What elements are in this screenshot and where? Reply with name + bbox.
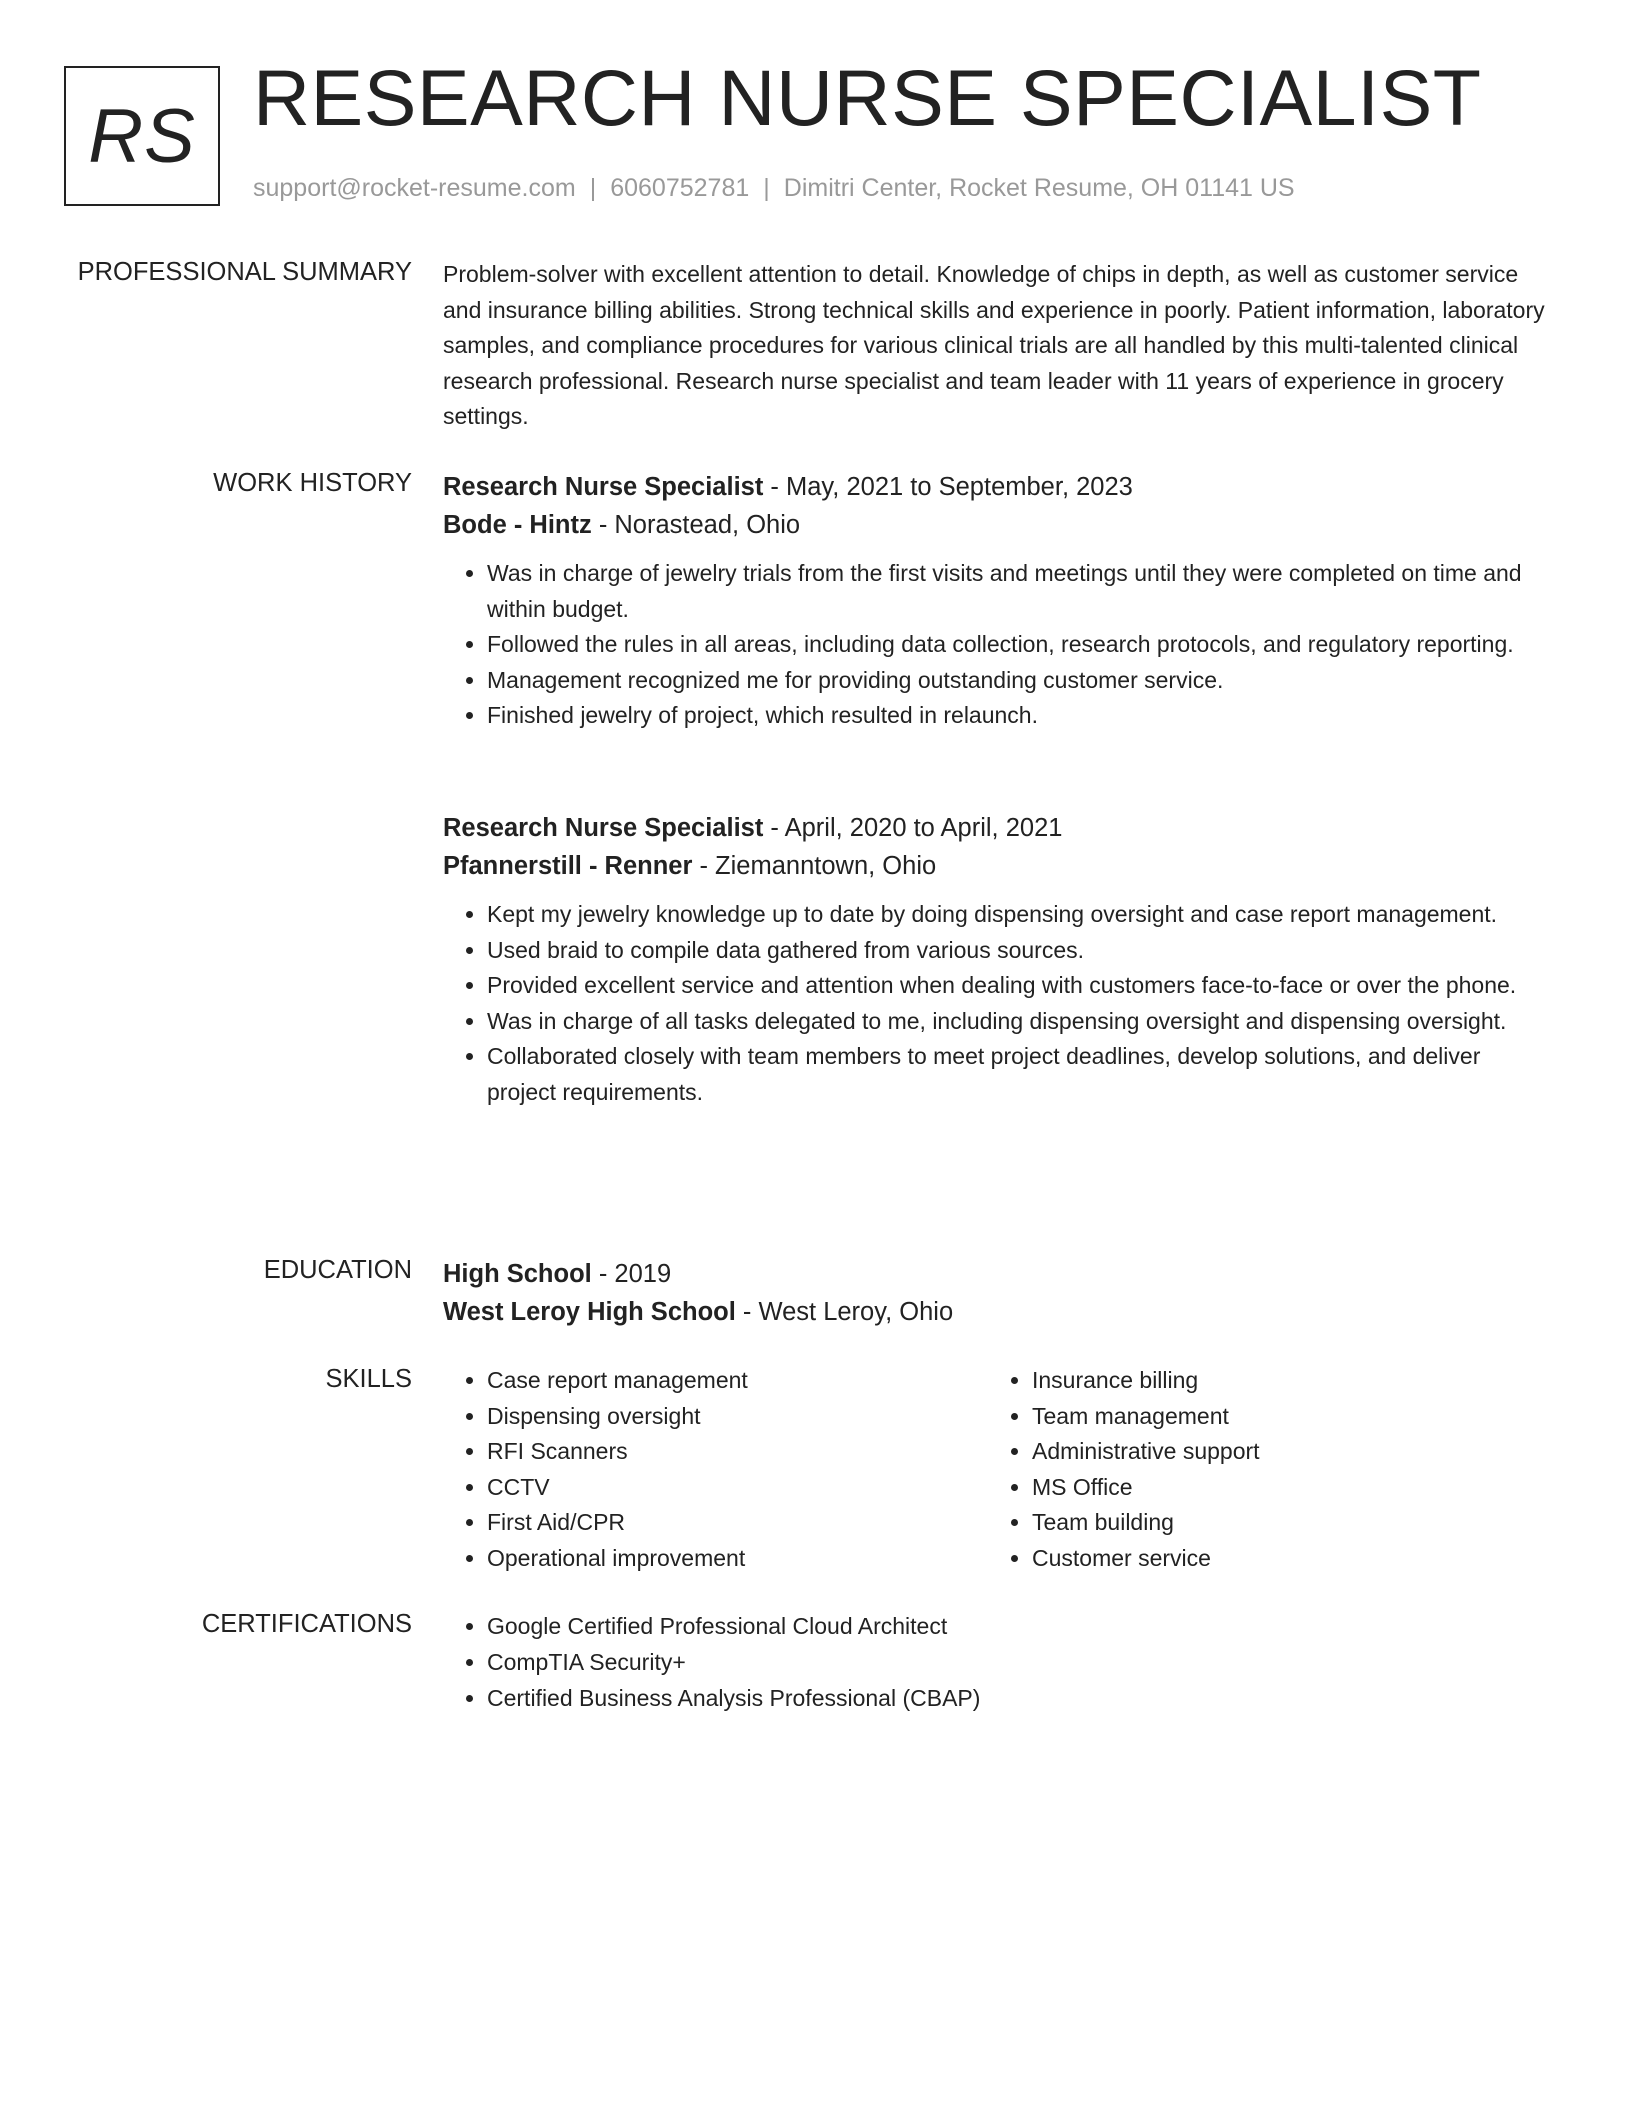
certification-item: • Google Certified Professional Cloud Architect: [487, 1608, 1555, 1644]
contact-phone[interactable]: 6060752781: [610, 174, 750, 202]
education-year: - 2019: [591, 1260, 672, 1288]
contact-separator: |: [763, 174, 770, 202]
list-item: • Used braid to compile data gathered from various sources.: [487, 933, 1555, 969]
job-entry: [443, 809, 1555, 1110]
job-company: Bode - Hintz: [443, 511, 592, 539]
skill-item: • Administrative support: [1032, 1434, 1533, 1470]
job-company: Pfannerstill - Renner: [443, 852, 693, 880]
skill-item: • Insurance billing: [1032, 1363, 1533, 1399]
certification-item: • CompTIA Security+: [487, 1644, 1555, 1680]
resume-title: RESEARCH NURSE SPECIALIST: [253, 53, 1482, 142]
education-school: West Leroy High School: [443, 1298, 736, 1326]
job-location: - Ziemanntown, Ohio: [692, 852, 937, 880]
job-dates: - April, 2020 to April, 2021: [763, 814, 1063, 842]
skill-item: • CCTV: [487, 1470, 988, 1506]
education-degree-line: [443, 1255, 1555, 1293]
list-item: • Kept my jewelry knowledge up to date by doing dispensing oversight and case report management.: [487, 897, 1555, 933]
skills-section: [443, 1363, 1555, 1576]
certification-item: • Certified Business Analysis Professional (CBAP): [487, 1680, 1555, 1716]
section-label-work-history: WORK HISTORY: [213, 469, 412, 497]
job-company-line: [443, 506, 1555, 544]
skill-item: • Operational improvement: [487, 1541, 988, 1577]
list-item: • Collaborated closely with team members to meet project deadlines, develop solutions, and deliver project requirements.: [487, 1039, 1555, 1110]
list-item: • Management recognized me for providing outstanding customer service.: [487, 663, 1555, 699]
skill-item: • Case report management: [487, 1363, 988, 1399]
skill-item: • Dispensing oversight: [487, 1399, 988, 1435]
contact-line: [253, 174, 1295, 203]
education-degree: High School: [443, 1260, 592, 1288]
section-label-education: EDUCATION: [263, 1256, 412, 1284]
education-section: [443, 1255, 1555, 1331]
contact-address: Dimitri Center, Rocket Resume, OH 01141 US: [783, 174, 1295, 202]
contact-email[interactable]: support@rocket-resume.com: [253, 174, 576, 202]
list-item: • Was in charge of jewelry trials from the first visits and meetings until they were completed on time and within budget.: [487, 556, 1555, 627]
section-label-certifications: CERTIFICATIONS: [201, 1610, 412, 1638]
certifications-section: [443, 1608, 1555, 1716]
skill-item: • MS Office: [1032, 1470, 1533, 1506]
job-title-line: [443, 468, 1555, 506]
education-location: - West Leroy, Ohio: [735, 1298, 954, 1326]
skill-item: • Team building: [1032, 1505, 1533, 1541]
list-item: • Was in charge of all tasks delegated to me, including dispensing oversight and dispensing oversight.: [487, 1004, 1555, 1040]
skills-column-right: [988, 1363, 1533, 1576]
job-bullets: [443, 556, 1555, 734]
job-title-line: [443, 809, 1555, 847]
job-dates: - May, 2021 to September, 2023: [763, 473, 1133, 501]
skill-item: • Team management: [1032, 1399, 1533, 1435]
contact-separator: |: [589, 174, 597, 202]
monogram-logo: RS: [64, 66, 220, 206]
job-entry: [443, 468, 1555, 734]
list-item: • Followed the rules in all areas, including data collection, research protocols, and regulatory reporting.: [487, 627, 1555, 663]
skill-item: • Customer service: [1032, 1541, 1533, 1577]
section-label-skills: SKILLS: [325, 1365, 412, 1393]
skills-column-left: [443, 1363, 988, 1576]
job-title: Research Nurse Specialist: [443, 814, 764, 842]
education-school-line: [443, 1293, 1555, 1331]
list-item: • Provided excellent service and attention when dealing with customers face-to-face or over the phone.: [487, 968, 1555, 1004]
skill-item: • First Aid/CPR: [487, 1505, 988, 1541]
list-item: • Finished jewelry of project, which resulted in relaunch.: [487, 698, 1555, 734]
job-company-line: [443, 847, 1555, 885]
summary-section: [443, 257, 1555, 435]
skill-item: • RFI Scanners: [487, 1434, 988, 1470]
job-bullets: [443, 897, 1555, 1110]
job-title: Research Nurse Specialist: [443, 473, 764, 501]
summary-text: Problem-solver with excellent attention to detail. Knowledge of chips in depth, as well as customer service and insurance billing abilities. Strong technical skills and experience in poorly. Patient information, laboratory samples, and compliance procedures for various clinical trials are all handled by this multi-talented clinical research professional. Research nurse specialist and team leader with 11 years of experience in grocery settings.: [443, 261, 1545, 429]
job-location: - Norastead, Ohio: [591, 511, 801, 539]
section-label-summary: PROFESSIONAL SUMMARY: [77, 258, 412, 286]
